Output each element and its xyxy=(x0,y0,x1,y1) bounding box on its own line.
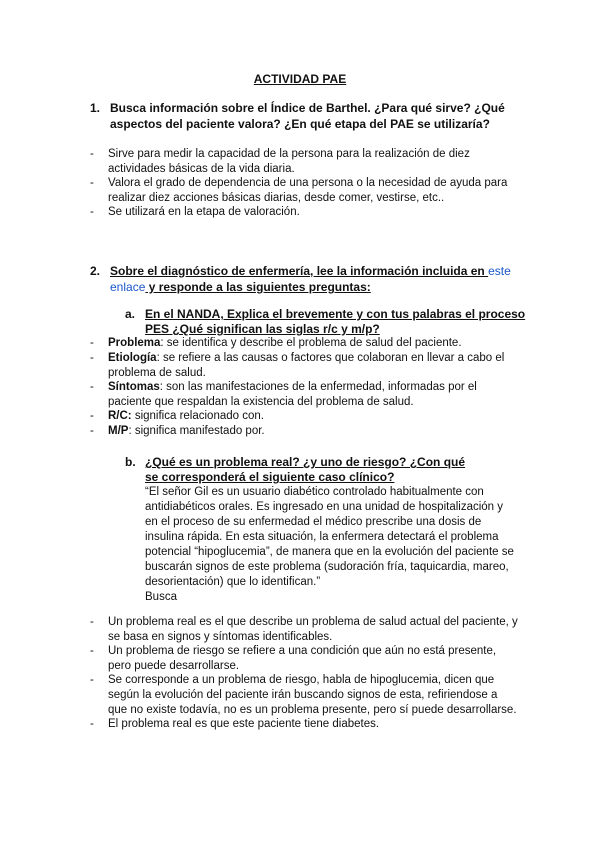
quote-end-text: Busca xyxy=(145,591,177,603)
subquestion-text: ¿Qué es un problema real? ¿y uno de riesgo? ¿Con qué se corresponderá el siguiente caso clínico? xyxy=(145,455,466,484)
este-enlace-link[interactable]: este enlace xyxy=(110,264,511,294)
subquestion-a: a. En el NANDA, Explica el brevemente y con tus palabras el proceso PES ¿Qué significan las siglas r/c y m/p? xyxy=(125,307,526,336)
question-number: 1. xyxy=(90,101,101,115)
subquestion-text: En el NANDA, Explica el brevemente y con tus palabras el proceso PES ¿Qué significan las siglas r/c y m/p? xyxy=(145,307,526,336)
question-number: 2. xyxy=(90,264,101,278)
question-text: Busca información sobre el Índice de Barthel. ¿Para qué sirve? ¿Qué aspectos del paciente valora? ¿En qué etapa del PAE se utilizaría? xyxy=(110,101,505,131)
clinical-case-quote: “El señor Gil es un usuario diabético controlado habitualmente con antidiabéticos orales. Es ingresado en una unidad de hospitalización y en el proceso de su enfermedad el médico prescribe una dosis de insulina rápida. En esta situación, la enfermera detectará el problema potencial “hipoglucemia”, de manera que en la evolución del paciente se buscarán signos de este problema (sudoración fría, taquicardia, mareo, desorientación) que lo identifican.” Busca xyxy=(145,486,514,603)
document-page: ACTIVIDAD PAE 1. Busca información sobre el Índice de Barthel. ¿Para qué sirve? ¿Qué aspectos del paciente valora? ¿En qué etapa del PAE se utilizaría? - Sirve para medir la capacidad de la persona para la realización de diez actividades básicas de la vida diaria. - Valora el grado de dependencia de una persona o la necesidad de ayuda para realizar diez acciones básicas diarias, desde comer, vestirse, etc.. - Se utilizará en la etapa de valoración. 2. Sobre el diagnóstico de enfermería, lee la información incluida en este enlace y responde a las siguientes preguntas: a. En el NANDA, Explica el brevemente y con tus palabras el proceso PES ¿Qué significan las siglas r/c y m/p? - Problema: se identifica y describe el problema de salud del paciente. - Etiología: se refiere a las causas o factores que colaboran en llevar a cabo el problema de salud. - Síntomas: son las manifestaciones de la enfermedad, informadas por el paciente que respaldan la existencia del problema de salud. - R/C: significa relacionado con. - M/P: significa manifestado por. b. ¿Qué es un problema real? ¿y uno de riesgo? ¿Con qué se corresponderá el siguiente caso clínico? “El señor Gil es un usuario diabético controlado habitualmente con antidiabéticos orales. Es ingresado en una unidad de hospitalización y en el proceso de su enfermedad el médico prescribe una dosis de insulina rápida. En esta situación, la enfermera detectará el problema potencial “hipoglucemia”, de manera que en la evolución del paciente se buscarán signos de este problema (sudoración fría, taquicardia, mareo, desorientación) que lo identifican.” Busca - Un problema real es el que describe un problema de salud actual del paciente, y se basa en signos y síntomas identificables. - Un problema de riesgo se refiere a una condición que aún no está presente, pero puede desarrollarse. - Se corresponde a un problema de riesgo, habla de hipoglucemia, dicen que según la evolución del paciente irán buscando signos de esta, refiriendose a que no existe todavía, no es un problema presente, pero sí puede desarrollarse. - El problema real es que este paciente tiene diabetes. xyxy=(0,0,600,848)
page-title: ACTIVIDAD PAE xyxy=(253,72,347,86)
subquestion-b: b. ¿Qué es un problema real? ¿y uno de riesgo? ¿Con qué se corresponderá el siguiente caso clínico? xyxy=(125,455,466,484)
question-1 xyxy=(90,100,530,132)
question-2: 2. Sobre el diagnóstico de enfermería, lee la información incluida en este enlace y responde a las siguientes preguntas: xyxy=(90,264,511,294)
